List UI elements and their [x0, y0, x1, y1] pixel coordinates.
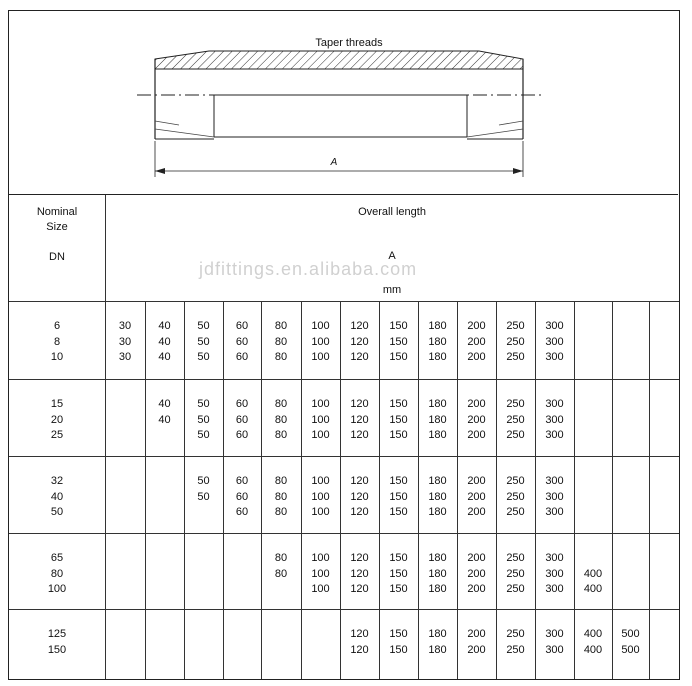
length-value: 80 — [274, 351, 288, 363]
length-value: 250 — [506, 475, 525, 487]
length-value: 300 — [545, 567, 564, 580]
length-value: 400 — [583, 567, 603, 580]
dn-value: 125 — [47, 628, 67, 640]
length-value: 300 — [545, 398, 564, 410]
dn-value: 40 — [50, 490, 64, 503]
row-divider — [9, 456, 679, 457]
header-divider — [9, 301, 679, 302]
length-value: 300 — [545, 320, 564, 332]
length-value: 150 — [389, 643, 408, 656]
thread-taper-left — [155, 121, 214, 137]
length-value: 50 — [197, 335, 210, 348]
length-value: 200 — [467, 475, 486, 487]
length-value: 250 — [506, 490, 525, 503]
row-divider — [9, 533, 679, 534]
length-value: 100 — [311, 490, 330, 503]
dn-value: 100 — [47, 583, 67, 595]
length-value: 180 — [428, 398, 447, 410]
length-value: 120 — [350, 490, 369, 503]
length-value: 150 — [389, 351, 408, 363]
length-value: 60 — [235, 429, 249, 441]
column-divider — [649, 301, 650, 679]
dn-heading: DN — [49, 251, 65, 263]
length-value: 120 — [350, 429, 369, 441]
length-value: 60 — [235, 335, 249, 348]
length-value: 120 — [350, 506, 369, 518]
length-value: 250 — [506, 583, 525, 595]
length-value: 150 — [389, 583, 408, 595]
dn-value: 150 — [47, 643, 67, 656]
pipe-nipple-drawing — [9, 11, 678, 195]
dn-value: 80 — [50, 567, 64, 580]
length-value: 120 — [350, 320, 369, 332]
dn-value: 32 — [50, 475, 64, 487]
length-value: 60 — [235, 398, 249, 410]
dn-value: 15 — [50, 398, 64, 410]
length-value: 250 — [506, 429, 525, 441]
length-value: 300 — [545, 335, 564, 348]
length-value: 80 — [274, 475, 288, 487]
nominal-size-heading: Nominal — [36, 206, 78, 218]
length-value: 300 — [545, 506, 564, 518]
length-value: 120 — [350, 583, 369, 595]
length-value: 120 — [350, 351, 369, 363]
length-value: 180 — [428, 413, 447, 426]
length-value: 120 — [350, 552, 369, 564]
length-value: 150 — [389, 628, 408, 640]
length-value: 40 — [158, 398, 171, 410]
length-value: 250 — [506, 320, 525, 332]
length-value: 40 — [158, 320, 171, 332]
length-value: 250 — [506, 398, 525, 410]
length-value: 300 — [545, 475, 564, 487]
length-value: 120 — [350, 413, 369, 426]
dn-value: 25 — [50, 429, 64, 441]
length-value: 80 — [274, 490, 288, 503]
column-divider — [612, 301, 613, 679]
length-value: 80 — [274, 552, 288, 564]
length-value: 100 — [311, 398, 330, 410]
length-value: 150 — [389, 335, 408, 348]
length-value: 50 — [197, 490, 210, 503]
length-value: 60 — [235, 490, 249, 503]
overall-length-heading: Overall length — [358, 206, 426, 218]
length-value: 180 — [428, 506, 447, 518]
dn-value: 50 — [50, 506, 64, 518]
length-value: 30 — [118, 351, 132, 363]
length-value: 150 — [389, 475, 408, 487]
length-value: 60 — [235, 475, 249, 487]
length-value: 180 — [428, 552, 447, 564]
length-value: 50 — [197, 413, 210, 426]
length-value: 50 — [197, 351, 210, 363]
length-value: 500 — [621, 628, 640, 640]
unit-heading: mm — [382, 284, 402, 296]
length-value: 120 — [350, 567, 369, 580]
length-value: 200 — [467, 351, 486, 363]
length-value: 400 — [583, 583, 603, 595]
column-divider — [574, 301, 575, 679]
length-value: 180 — [428, 490, 447, 503]
length-value: 80 — [274, 506, 288, 518]
length-value: 200 — [467, 335, 486, 348]
dn-value: 20 — [50, 413, 64, 426]
length-value: 50 — [197, 320, 210, 332]
length-value: 150 — [389, 398, 408, 410]
watermark: jdfittings.en.alibaba.com — [199, 259, 418, 279]
length-value: 200 — [467, 398, 486, 410]
length-value: 250 — [506, 413, 525, 426]
length-value: 200 — [467, 490, 486, 503]
length-value: 180 — [428, 628, 447, 640]
length-value: 250 — [506, 552, 525, 564]
length-value: 100 — [311, 335, 330, 348]
length-value: 200 — [467, 583, 486, 595]
pipe-upper-wall — [155, 51, 523, 69]
length-value: 180 — [428, 429, 447, 441]
length-value: 40 — [158, 351, 171, 363]
length-value: 120 — [350, 398, 369, 410]
length-value: 80 — [274, 413, 288, 426]
thread-label: Taper threads — [315, 37, 383, 49]
length-value: 120 — [350, 643, 369, 656]
dimension-arrow-right — [513, 168, 523, 174]
length-value: 300 — [545, 643, 564, 656]
length-value: 180 — [428, 583, 447, 595]
length-value: 40 — [158, 335, 171, 348]
length-value: 30 — [118, 320, 132, 332]
length-value: 100 — [311, 351, 330, 363]
length-value: 150 — [389, 490, 408, 503]
table-frame — [8, 10, 680, 680]
length-value: 150 — [389, 429, 408, 441]
length-value: 200 — [467, 628, 486, 640]
length-value: 100 — [311, 567, 330, 580]
length-value: 250 — [506, 628, 525, 640]
length-value: 100 — [311, 413, 330, 426]
length-value: 80 — [274, 429, 288, 441]
length-value: 150 — [389, 506, 408, 518]
length-value: 500 — [621, 643, 640, 656]
length-value: 120 — [350, 628, 369, 640]
length-value: 180 — [428, 351, 447, 363]
length-value: 120 — [350, 335, 369, 348]
length-value: 60 — [235, 413, 249, 426]
length-value: 100 — [311, 506, 330, 518]
length-value: 150 — [389, 552, 408, 564]
length-value: 200 — [467, 429, 486, 441]
length-value: 300 — [545, 429, 564, 441]
length-value: 300 — [545, 413, 564, 426]
length-value: 120 — [350, 475, 369, 487]
dn-value: 6 — [53, 320, 61, 332]
length-value: 180 — [428, 643, 447, 656]
length-value: 250 — [506, 351, 525, 363]
length-value: 300 — [545, 552, 564, 564]
length-value: 250 — [506, 567, 525, 580]
dn-value: 10 — [50, 351, 64, 363]
length-value: 300 — [545, 351, 564, 363]
length-value: 150 — [389, 413, 408, 426]
length-value: 150 — [389, 320, 408, 332]
length-value: 100 — [311, 320, 330, 332]
length-value: 50 — [197, 475, 210, 487]
row-divider — [9, 609, 679, 610]
dimension-arrow-left — [155, 168, 165, 174]
dn-value: 65 — [50, 552, 64, 564]
row-divider — [9, 379, 679, 380]
length-value: 200 — [467, 320, 486, 332]
length-value: 200 — [467, 413, 486, 426]
dn-value: 8 — [53, 335, 61, 348]
length-value: 180 — [428, 320, 447, 332]
length-value: 300 — [545, 583, 564, 595]
length-value: 100 — [311, 552, 330, 564]
length-value: 180 — [428, 475, 447, 487]
length-value: 200 — [467, 552, 486, 564]
length-value: 300 — [545, 628, 564, 640]
nominal-size-heading: Size — [46, 221, 68, 233]
length-value: 100 — [311, 583, 330, 595]
length-value: 30 — [118, 335, 132, 348]
length-value: 300 — [545, 490, 564, 503]
length-value: 150 — [389, 567, 408, 580]
length-value: 60 — [235, 506, 249, 518]
length-value: 80 — [274, 335, 288, 348]
length-value: 40 — [158, 413, 171, 426]
length-value: 200 — [467, 643, 486, 656]
dimension-label: A — [330, 157, 338, 168]
length-value: 400 — [583, 643, 603, 656]
length-value: 100 — [311, 429, 330, 441]
length-value: 80 — [274, 398, 288, 410]
thread-taper-right — [467, 121, 523, 137]
length-value: 250 — [506, 335, 525, 348]
length-value: 60 — [235, 351, 249, 363]
length-value: 400 — [583, 628, 603, 640]
length-value: 80 — [274, 567, 288, 580]
length-value: 80 — [274, 320, 288, 332]
length-value: 250 — [506, 506, 525, 518]
symbol-a-heading: A — [388, 250, 396, 262]
length-value: 50 — [197, 429, 210, 441]
length-value: 60 — [235, 320, 249, 332]
length-value: 200 — [467, 506, 486, 518]
column-divider — [105, 195, 106, 679]
length-value: 50 — [197, 398, 210, 410]
length-value: 100 — [311, 475, 330, 487]
length-value: 180 — [428, 335, 447, 348]
length-value: 180 — [428, 567, 447, 580]
length-value: 250 — [506, 643, 525, 656]
length-value: 200 — [467, 567, 486, 580]
